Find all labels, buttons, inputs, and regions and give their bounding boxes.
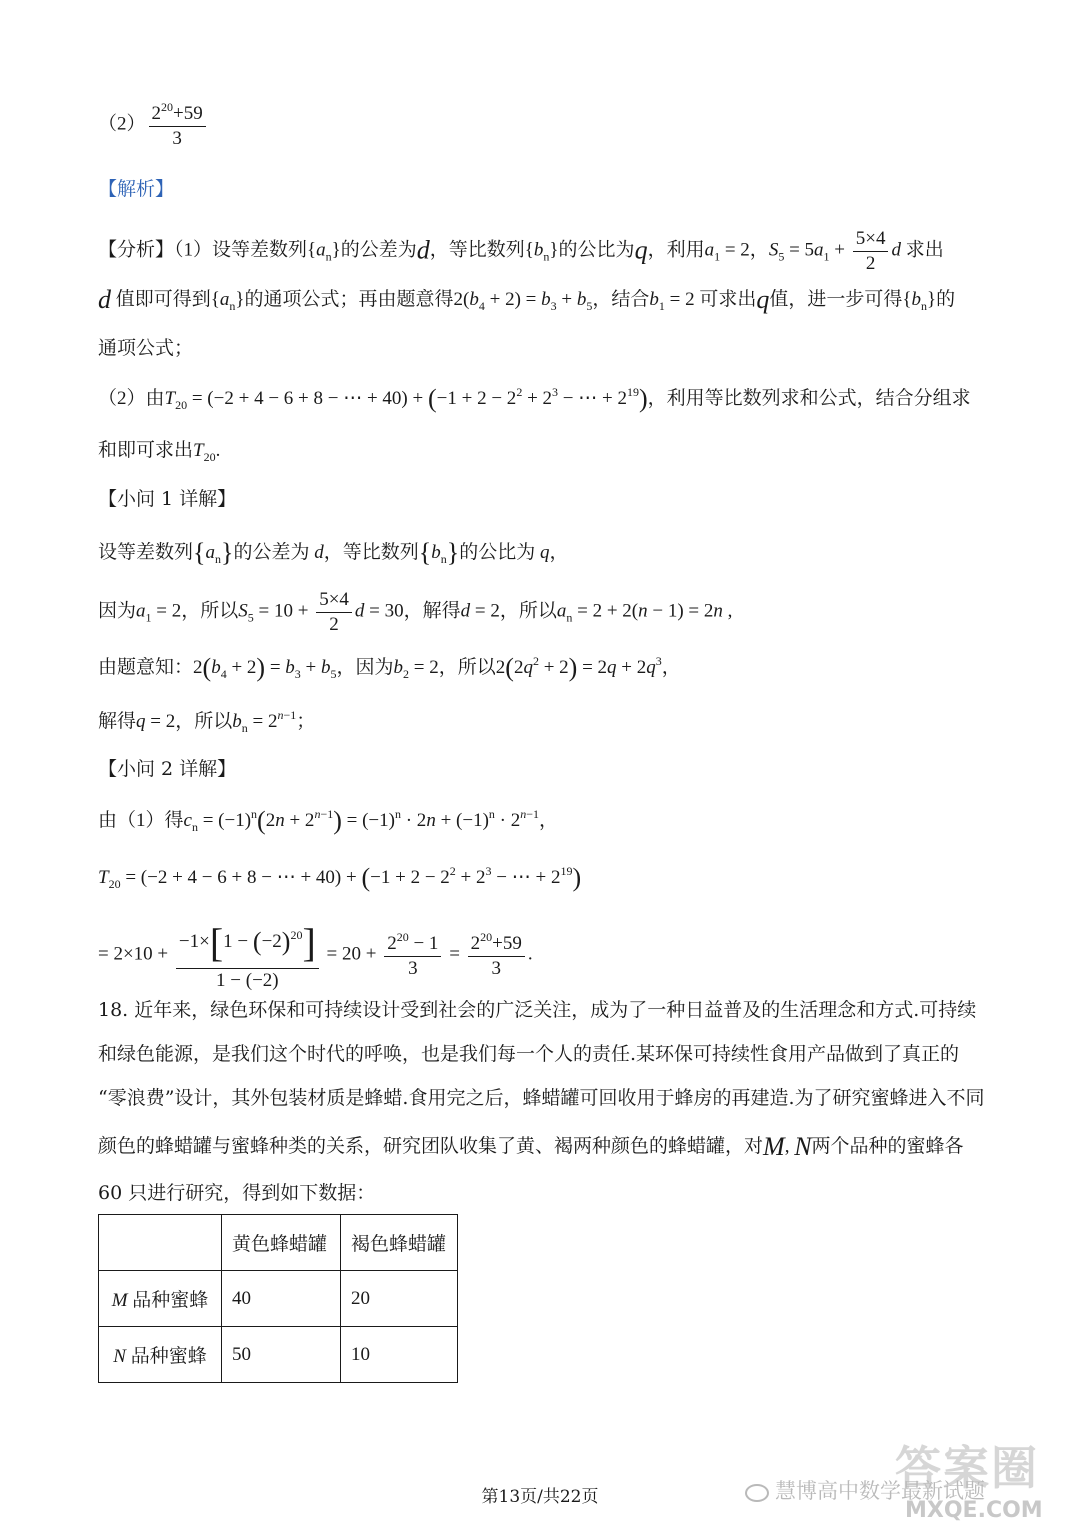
problem18-line-5: 60 只进行研究，得到如下数据： xyxy=(98,1182,376,1204)
table-cell: 10 xyxy=(341,1327,458,1383)
problem18-line-3: “零浪费”设计，其外包装材质是蜂蜡.食用完之后，蜂蜡罐可回收用于蜂房的再建造.为了研究蜜蜂进入不同 xyxy=(98,1087,985,1109)
table-row xyxy=(99,1271,458,1327)
analysis-line-3: 通项公式； xyxy=(98,337,194,359)
table-header-row xyxy=(99,1215,458,1271)
jiexi-heading: 【解析】 xyxy=(98,178,175,200)
watermark-site: MXQE.COM xyxy=(905,1498,1043,1523)
problem18-line-4: 颜色的蜂蜡罐与蜜蜂种类的关系，研究团队收集了黄、褐两种颜色的蜂蜡罐，对M, N两个品种的蜜蜂各 xyxy=(98,1132,964,1161)
q1-line-4: 解得q = 2，所以$b_n = 2^{n-1}$； xyxy=(98,708,316,735)
analysis-line-4: （2）由$T_{20} = (-2 + 4 - 6 + 8$ − ⋯ + $40) + (-1 + 2 - 2^2 + 2^3$ − ⋯ + $2^{19}$)，利用等比数列求和公式，结合分组求 xyxy=(98,384,971,413)
bee-data-table xyxy=(98,1214,458,1383)
watermark-logo: 答案圈 xyxy=(895,1441,1039,1495)
problem18-line-2: 和绿色能源，是我们这个时代的呼唤，也是我们每一个人的责任.某环保可持续性食用产品做到了真正的 xyxy=(98,1043,960,1065)
table-header-cell: 黄色蜂蜡罐 xyxy=(222,1215,341,1271)
q1-line-2: 因为$a_1 = 2$，所以$S_5 = 10$ + $\frac{5\times 4}{2}$ d = 30，解得d = 2，所以$a_n = 2 + 2(n - 1) = 2n$ , xyxy=(98,589,733,635)
q1-line-1: 设等差数列$\{a_n\}$的公差为 d，等比数列$\{b_n\}$的公比为 q， xyxy=(98,538,569,567)
q1-header: 【小问 1 详解】 xyxy=(98,488,237,510)
q1-line-3: 由题意知：$2(b_4 + 2) = b_3 + b_5$，因为$b_2 = 2$，所以$2(2q^2 + 2) = 2q + 2q^3$， xyxy=(98,653,681,682)
analysis-line-2: d 值即可得到$\{a_n\}$的通项公式；再由题意得$2(b_4 + 2) = b_3 + b_5$，结合$b_1 = 2$ 可求出q值，进一步可得$\{b_n\}$的 xyxy=(98,285,956,314)
q2-line-3: = 2×10 + $\frac{-1\times[1 - (-2)^{20}]}{1 - (-2)}$ = 20 + $\frac{2^{20} - 1}{3}$ = $\frac{2^{20}+59}{3}$ . xyxy=(98,920,533,991)
answer-2: （2） $\frac{2^{20}+59}{3}$ xyxy=(98,100,209,151)
q2-line-2: $T_{20} = (-2 + 4 - 6 + 8$ − ⋯ + $40) + (-1 + 2 - 2^2 + 2^3$ − ⋯ + $2^{19}$) xyxy=(98,863,582,892)
table-cell: 20 xyxy=(341,1271,458,1327)
table-cell: 50 xyxy=(222,1327,341,1383)
q2-header: 【小问 2 详解】 xyxy=(98,758,237,780)
analysis-line-1: 【分析】（1）设等差数列$\{a_n\}$的公差为d，等比数列$\{b_n\}$的公比为q，利用$a_1 = 2$，$S_5 = 5a_1$ + $\frac{5\times 4}{2}$ d 求出 xyxy=(98,228,944,274)
table-row-label: M 品种蜜蜂 xyxy=(99,1271,222,1327)
table-cell: 40 xyxy=(222,1271,341,1327)
table-header-cell: 褐色蜂蜡罐 xyxy=(341,1215,458,1271)
table-row-label: N 品种蜜蜂 xyxy=(99,1327,222,1383)
watermark-text: 慧博高中数学最新试题 xyxy=(745,1475,985,1505)
answer-2-fraction: $\frac{2^{20}+59}{3}$ xyxy=(149,100,206,151)
table-header-cell xyxy=(99,1215,222,1271)
table-row xyxy=(99,1327,458,1383)
page-footer: 第13页/共22页 xyxy=(481,1487,599,1507)
q2-line-1: 由（1）得$c_n = (-1)^n(2n + 2^{n-1}) = (-1)^n \cdot 2n + (-1)^n \cdot 2^{n-1}$， xyxy=(98,806,559,835)
analysis-line-5: 和即可求出$T_{20}$. xyxy=(98,440,221,464)
problem18-line-1: 18. 近年来，绿色环保和可持续设计受到社会的广泛关注，成为了一种日益普及的生活理念和方式.可持续 xyxy=(98,999,977,1021)
